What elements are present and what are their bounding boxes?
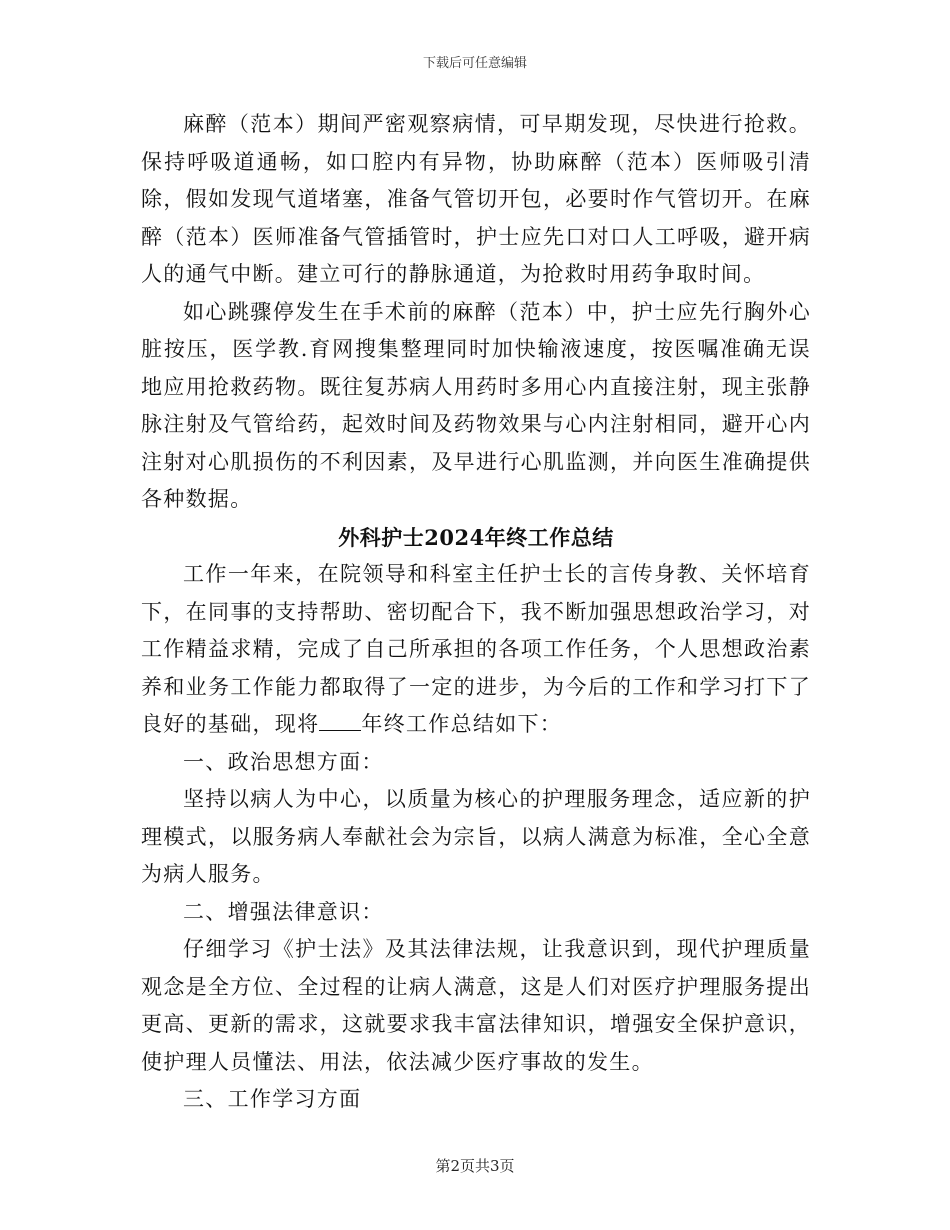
fill-in-blank: [319, 711, 361, 731]
paragraph-law: 仔细学习《护士法》及其法律法规，让我意识到，现代护理质量观念是全方位、全过程的让病人满意，这是人们对医疗护理服务提出更高、更新的需求，这就要求我丰富法律知识，增强安全保护意识，使护理人员懂法、用法，依法减少医疗事故的发生。: [141, 937, 811, 1074]
paragraph-politics: 坚持以病人为中心，以质量为核心的护理服务理念，适应新的护理模式，以服务病人奉献社会为宗旨，以病人满意为标准，全心全意为病人服务。: [141, 787, 811, 886]
intro-text: 工作一年来，在院领导和科室主任护士长的言传身教、关怀培育下，在同事的支持帮助、密切配合下，我不断加强思想政治学习，对工作精益求精，完成了自己所承担的各项工作任务，个人思想政治素养和业务工作能力都取得了一定的进步，为今后的工作和学习打下了良好的基础，现将: [141, 562, 811, 736]
document-title: 外科护士2024年终工作总结: [338, 524, 614, 550]
intro-text-end: 年终工作总结如下：: [361, 712, 563, 736]
section-heading-law: 二、增强法律意识：: [183, 899, 384, 924]
section-heading-work-study: 三、工作学习方面: [183, 1087, 362, 1111]
page-header: 下载后可任意编辑: [422, 56, 527, 71]
paragraph-cardiac-arrest: 如心跳骤停发生在手术前的麻醉（范本）中，护士应先行胸外心脏按压，医学教.育网搜集整理同时加快输液速度，按医嘱准确无误地应用抢救药物。既往复苏病人用药时多用心内直接注射，现主张静脉注射及气管给药，起效时间及药物效果与心内注射相同，避开心内注射对心肌损伤的不利因素，及早进行心肌监测，并向医生准确提供各种数据。: [141, 299, 811, 511]
section-heading-politics: 一、政治思想方面：: [183, 749, 384, 774]
page-footer: 第2页共3页: [435, 1157, 515, 1175]
paragraph-intro: [141, 556, 811, 744]
document-body: [141, 106, 811, 1119]
paragraph-anesthesia-observation: 麻醉（范本）期间严密观察病情，可早期发现，尽快进行抢救。保持呼吸道通畅，如口腔内有异物，协助麻醉（范本）医师吸引清除，假如发现气道堵塞，准备气管切开包，必要时作气管切开。在麻醉（范本）医师准备气管插管时，护士应先口对口人工呼吸，避开病人的通气中断。建立可行的静脉通道，为抢救时用药争取时间。: [141, 112, 811, 286]
